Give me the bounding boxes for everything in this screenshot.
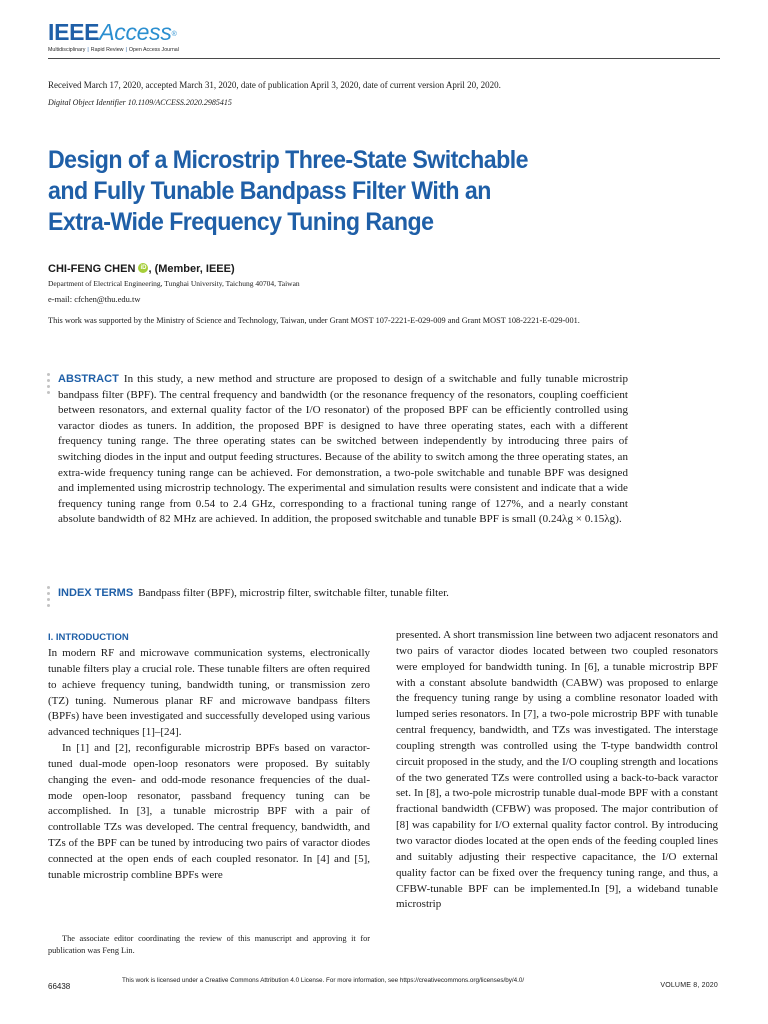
tagline-item: Rapid Review <box>90 47 124 53</box>
index-terms-label: INDEX TERMS <box>58 587 134 599</box>
body-paragraph: In modern RF and microwave communication systems, electronically tunable filters play a crucial role. These tunable filters are often required to achieve frequency tuning, bandwidth tuning, or transmission zero (TZ) tuning. Numerous planar RF and microwave bandpass filters (BPFs) have been investigated and successfully developed using various advanced techniques [1]–[24]. <box>48 647 370 739</box>
abstract-label: ABSTRACT <box>58 373 119 385</box>
tagline-item: Open Access Journal <box>128 47 179 53</box>
section-heading-introduction: I. INTRODUCTION <box>48 632 129 643</box>
ieee-access-logo[interactable] <box>48 18 179 46</box>
journal-masthead <box>48 18 179 53</box>
author-name: CHI-FENG CHEN <box>48 263 136 275</box>
body-paragraph: In [1] and [2], reconfigurable microstrip BPFs based on varactor-tuned dual-mode open-loop resonators were proposed. By suitably changing the even- and odd-mode resonance frequencies of the dual-mode open-loop resonator, passband frequency tuning can be accomplished. In [3], a tunable microstrip BPF with a pair of controllable TZs was developed. The central frequency, bandwidth, and TZs of the BPF can be tuned by introducing two pairs of varactor diodes connected at the open ends of each coupled resonator. In [4] and [5], tunable microstrip combline BPFs were <box>48 742 370 881</box>
body-column-left <box>48 646 370 884</box>
logo-ieee-text: IEEE <box>48 19 100 45</box>
author-email[interactable]: e-mail: cfchen@thu.edu.tw <box>48 294 141 304</box>
title-line: and Fully Tunable Bandpass Filter With an <box>48 177 491 205</box>
abstract-dots-marker <box>47 373 51 397</box>
title-line: Design of a Microstrip Three-State Switchable <box>48 146 528 174</box>
author-affiliation: Department of Electrical Engineering, Tunghai University, Taichung 40704, Taiwan <box>48 279 300 288</box>
funding-note: This work was supported by the Ministry of Science and Technology, Taiwan, under Grant MOST 107-2221-E-029-009 and Grant MOST 108-2221-E-029-001. <box>48 316 580 325</box>
tagline-item: Multidisciplinary <box>48 47 86 53</box>
body-column-right <box>396 628 718 913</box>
license-notice[interactable]: This work is licensed under a Creative Commons Attribution 4.0 License. For more information, see https://creativecommons.org/licenses/by/4.0/ <box>122 977 525 984</box>
title-line: Extra-Wide Frequency Tuning Range <box>48 208 434 236</box>
tagline-separator: | <box>125 47 127 53</box>
author-membership: , (Member, IEEE) <box>148 263 235 275</box>
logo-access-text: Access <box>99 19 172 45</box>
index-terms <box>58 586 658 601</box>
tagline-separator: | <box>87 47 89 53</box>
index-terms-dots-marker <box>47 586 51 610</box>
logo-trademark: ® <box>171 31 177 38</box>
journal-tagline <box>48 47 179 53</box>
header-divider <box>48 58 720 59</box>
paper-title <box>48 145 637 238</box>
abstract <box>58 372 628 528</box>
orcid-icon[interactable]: iD <box>140 265 147 271</box>
doi-line[interactable]: Digital Object Identifier 10.1109/ACCESS.2020.2985415 <box>48 98 232 107</box>
abstract-text: In this study, a new method and structure are proposed to design of a switchable and fully tunable microstrip bandpass filter (BPF). The central frequency and bandwidth (or the resonance frequency of the resonators, coupling coefficient between resonators, and external quality factor of the I/O resonator) of the proposed BPF can be efficiently controlled using varactor diodes as tuners. In addition, the proposed BPF is designed to have three operating states, each with a different frequency tuning range. The three operating states can be switched between independently by introducing three pairs of switching diodes in the input and output feeding structures. Because of the ability to switch among the three operating states, an extra-wide frequency tuning range can be achieved. For demonstration, a two-pole switchable and tunable BPF was designed and implemented using microstrip technology. The experimental and simulation results were consistent and indicate that a wide frequency tuning range from 0.54 to 2.4 GHz, corresponding to a fractional tuning range of 127%, and a nearly constant absolute bandwidth of 82 MHz are achieved. In addition, the proposed switchable and tunable BPF is small (0.24λg × 0.15λg). <box>58 373 628 526</box>
editor-footnote: The associate editor coordinating the review of this manuscript and approving it for publication was Feng Lin. <box>48 934 370 955</box>
author-line <box>48 263 235 275</box>
volume-label: VOLUME 8, 2020 <box>660 982 718 989</box>
received-dates: Received March 17, 2020, accepted March 31, 2020, date of publication April 3, 2020, date of current version April 20, 2020. <box>48 80 501 90</box>
page-number: 66438 <box>48 982 71 991</box>
index-terms-text: Bandpass filter (BPF), microstrip filter, switchable filter, tunable filter. <box>138 587 449 599</box>
body-paragraph: presented. A short transmission line between two adjacent resonators and two pairs of varactor diodes located between two coupled resonators were employed for bandwidth tuning. In [6], a tunable microstrip BPF with a constant absolute bandwidth (CABW) was proposed to enlarge the frequency tuning range by using a combline resonator loaded with lumped series resonators. In [7], a two-pole microstrip BPF with tunable central frequency, bandwidth, and TZs was investigated. The interstage coupling strength was controlled using the T-type bandwidth control circuit proposed in the study, and the I/O coupling strength and locations of the two generated TZs were controlled using a back-to-back varactor set. In [8], a two-pole microstrip tunable dual-mode BPF with a constant fractional bandwidth (CFBW) was proposed. The major contribution of [8] was capability for I/O external quality factor control. By introducing two varactor diodes located at the open ends of the feeding coupled lines and suitably adjusting their respective capacitance, the I/O external quality factor can be fixed over the frequency tuning range, and thus, a CFBW-tunable BPF can be implemented.In [9], a wideband tunable microstrip <box>396 629 718 911</box>
